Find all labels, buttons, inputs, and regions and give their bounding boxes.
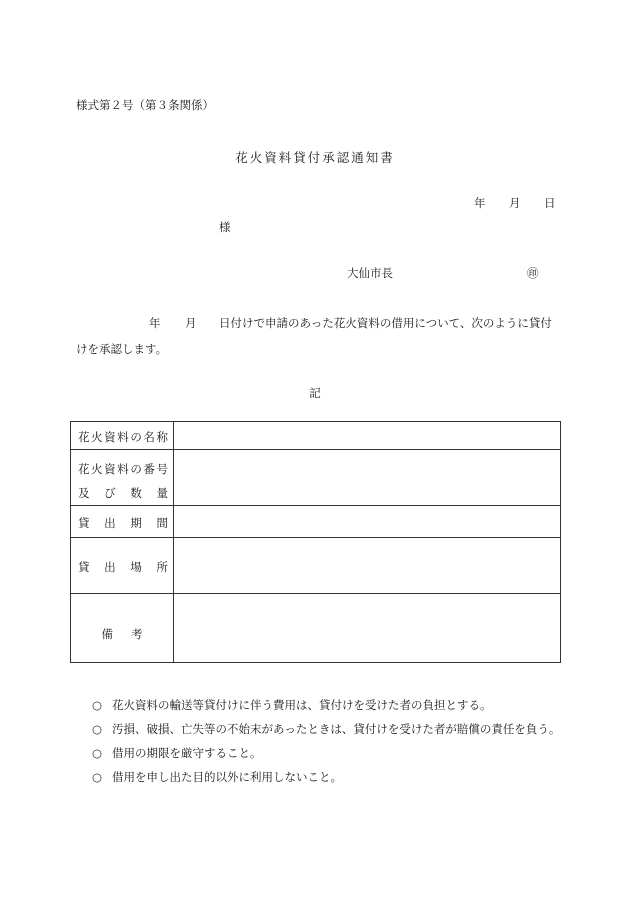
note-item	[92, 769, 342, 785]
date-month-label: 月	[509, 196, 521, 210]
row-label-cell	[71, 506, 174, 538]
period-label: 貸 出 期 間	[78, 516, 168, 530]
number-value-cell[interactable]	[174, 450, 560, 506]
recipient-honorific: 様	[219, 220, 231, 234]
note-text: 借用の期限を厳守すること。	[112, 746, 262, 760]
seal-mark: ㊞	[527, 266, 539, 280]
number-label-line-2: 及 び 数 量	[78, 486, 168, 500]
issuer-name: 大仙市長	[347, 266, 393, 280]
table-row-remarks	[71, 593, 560, 662]
name-value-cell[interactable]	[174, 422, 560, 449]
date-day-label: 日	[544, 196, 556, 210]
document-title: 花火資料貸付承認通知書	[235, 150, 395, 165]
row-label-cell	[71, 450, 174, 506]
form-number: 様式第２号（第３条関係）	[76, 98, 214, 112]
body-text-line-1: 日付けで申請のあった花火資料の借用について、次のように貸付	[219, 316, 552, 330]
note-text: 汚損、破損、亡失等の不始末があったときは、貸付けを受けた者が賠償の責任を負う。	[112, 722, 561, 736]
date-year-label: 年	[474, 196, 486, 210]
note-item	[92, 697, 492, 713]
note-text: 借用を申し出た目的以外に利用しないこと。	[112, 770, 342, 784]
body-text-line-2: けを承認します。	[76, 342, 168, 356]
body-year-label: 年	[149, 316, 161, 330]
row-label-cell	[71, 594, 174, 662]
place-label: 貸 出 場 所	[78, 560, 168, 574]
table-row-name	[71, 422, 560, 449]
row-label-cell	[71, 422, 174, 449]
remarks-value-cell[interactable]	[174, 594, 560, 662]
note-item	[92, 745, 262, 761]
note-item	[92, 721, 560, 737]
table-row-number	[71, 449, 560, 506]
row-label-cell	[71, 538, 174, 594]
table-row-place	[71, 537, 560, 594]
ki-heading: 記	[309, 386, 321, 400]
circle-bullet-icon: ○	[92, 770, 103, 784]
remarks-label: 備考	[101, 627, 161, 641]
body-month-label: 月	[185, 316, 197, 330]
period-value-cell[interactable]	[174, 506, 560, 538]
circle-bullet-icon: ○	[92, 722, 103, 736]
note-text: 花火資料の輸送等貸付けに伴う費用は、貸付けを受けた者の負担とする。	[112, 698, 492, 712]
circle-bullet-icon: ○	[92, 746, 103, 760]
place-value-cell[interactable]	[174, 538, 560, 594]
number-label-line-1: 花 火 資 料 の 番 号	[78, 462, 168, 476]
table-row-period	[71, 505, 560, 538]
name-label: 花 火 資 料 の 名 称	[78, 430, 168, 444]
circle-bullet-icon: ○	[92, 698, 103, 712]
detail-table	[70, 421, 561, 663]
